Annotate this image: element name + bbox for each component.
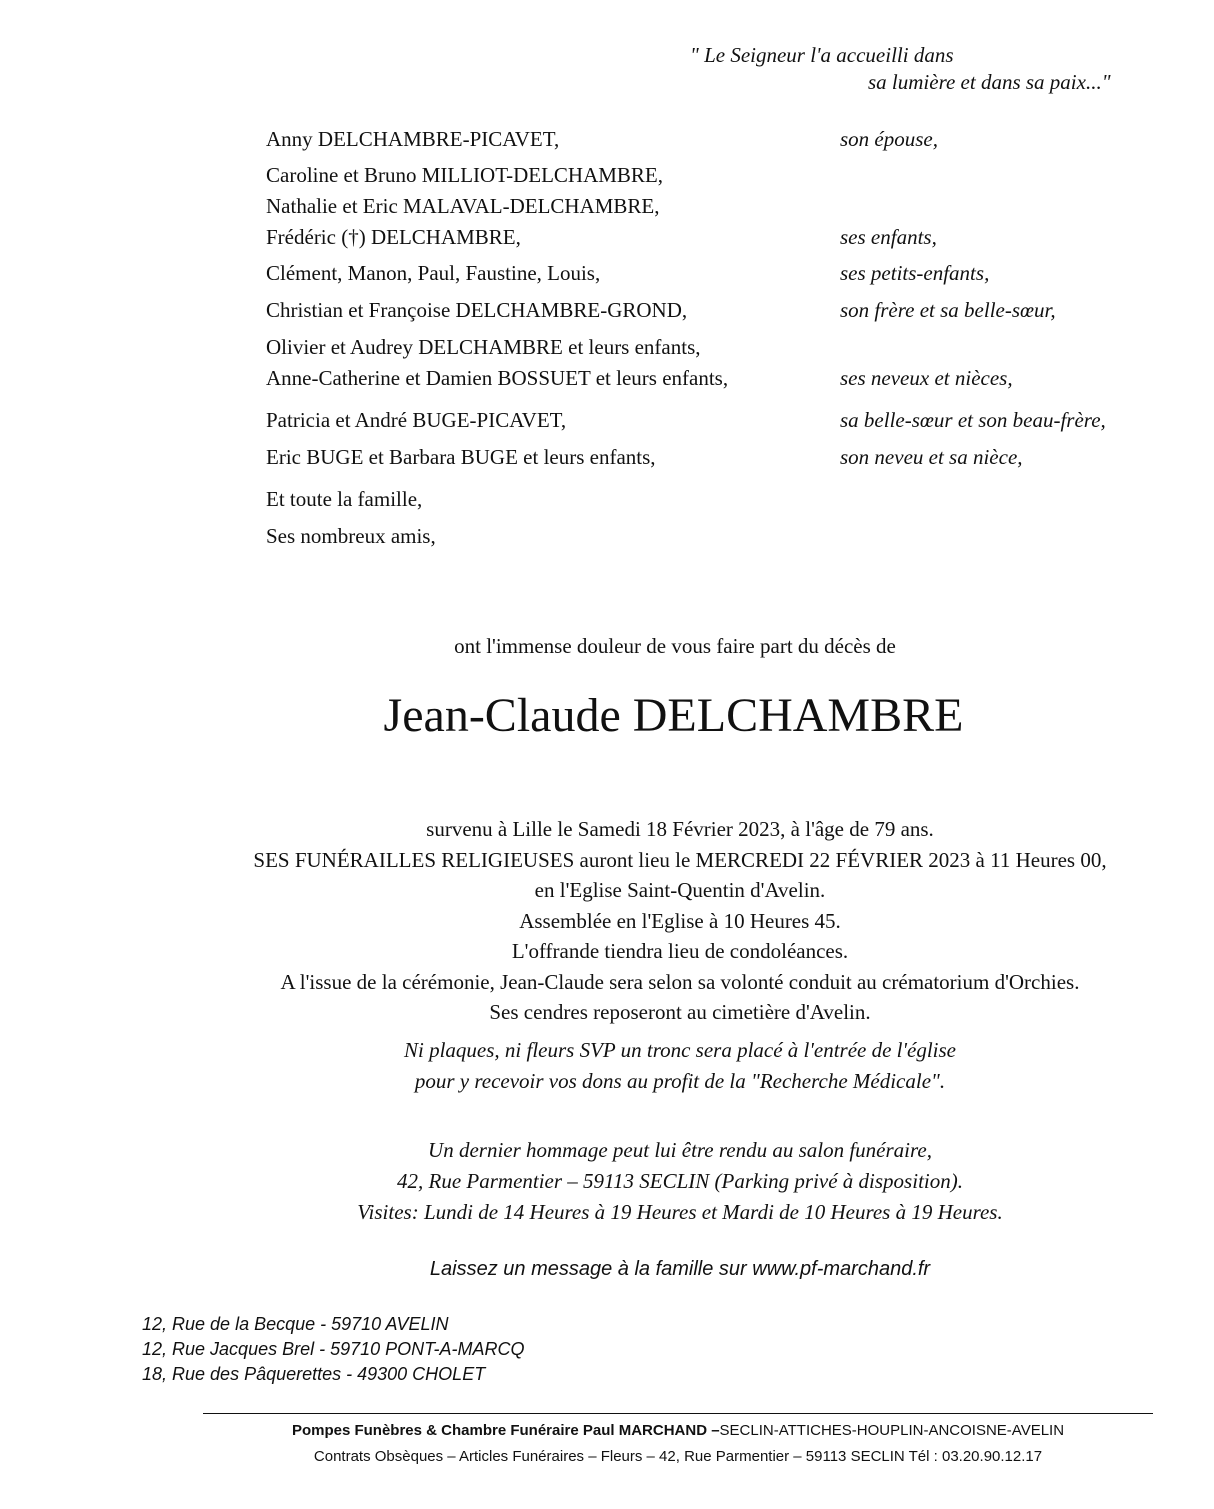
family-name: Anne-Catherine et Damien BOSSUET et leurs enfants,: [266, 366, 729, 390]
family-name: Nathalie et Eric MALAVAL-DELCHAMBRE,: [266, 194, 660, 218]
family-relation: ses enfants,: [840, 225, 937, 249]
family-relation: son frère et sa belle-sœur,: [840, 298, 1056, 322]
address-line: 18, Rue des Pâquerettes - 49300 CHOLET: [142, 1364, 486, 1384]
detail-line: L'offrande tiendra lieu de condoléances.: [511, 939, 849, 963]
family-name: Frédéric (†) DELCHAMBRE,: [266, 225, 521, 249]
announcement: ont l'immense douleur de vous faire part du décès de: [454, 634, 896, 658]
family-name: Caroline et Bruno MILLIOT-DELCHAMBRE,: [266, 163, 664, 187]
footer-towns: SECLIN-ATTICHES-HOUPLIN-ANCOISNE-AVELIN: [719, 1422, 1065, 1439]
footer-company-line: [203, 1422, 1153, 1439]
footer-company: Pompes Funèbres & Chambre Funéraire Paul MARCHAND –: [291, 1422, 720, 1439]
tribute-line: 42, Rue Parmentier – 59113 SECLIN (Parking privé à disposition).: [397, 1169, 963, 1193]
deceased-name: Jean-Claude DELCHAMBRE: [383, 689, 964, 742]
family-name: Patricia et André BUGE-PICAVET,: [266, 408, 567, 432]
detail-line: survenu à Lille le Samedi 18 Février 2023, à l'âge de 79 ans.: [426, 817, 934, 841]
quote-line-1: " Le Seigneur l'a accueilli dans: [690, 43, 954, 67]
detail-line: Assemblée en l'Eglise à 10 Heures 45.: [519, 909, 841, 933]
family-relation: son épouse,: [840, 127, 938, 151]
family-relation: son neveu et sa nièce,: [840, 445, 1023, 469]
donation-line: pour y recevoir vos dons au profit de la "Recherche Médicale".: [414, 1069, 946, 1093]
family-name: Ses nombreux amis,: [266, 524, 436, 548]
tribute-line: Un dernier hommage peut lui être rendu au salon funéraire,: [428, 1138, 932, 1162]
tribute-line: Visites: Lundi de 14 Heures à 19 Heures et Mardi de 10 Heures à 19 Heures.: [357, 1200, 1003, 1224]
family-name: Clément, Manon, Paul, Faustine, Louis,: [266, 261, 601, 285]
quote-line-2: sa lumière et dans sa paix...": [868, 70, 1111, 94]
family-relation: ses petits-enfants,: [840, 261, 990, 285]
detail-line: A l'issue de la cérémonie, Jean-Claude sera selon sa volonté conduit au crématorium d'Orchies.: [280, 970, 1080, 994]
family-relation: ses neveux et nièces,: [840, 366, 1013, 390]
footer-services: Contrats Obsèques – Articles Funéraires – Fleurs – 42, Rue Parmentier – 59113 SECLIN Tél : 03.20.90.12.17: [313, 1448, 1043, 1465]
family-name: Anny DELCHAMBRE-PICAVET,: [266, 127, 560, 151]
address-line: 12, Rue de la Becque - 59710 AVELIN: [142, 1314, 449, 1334]
family-relation: sa belle-sœur et son beau-frère,: [840, 408, 1106, 432]
family-name: Olivier et Audrey DELCHAMBRE et leurs enfants,: [266, 335, 701, 359]
family-name: Et toute la famille,: [266, 487, 423, 511]
detail-line: en l'Eglise Saint-Quentin d'Avelin.: [534, 878, 826, 902]
family-name: Christian et Françoise DELCHAMBRE-GROND,: [266, 298, 688, 322]
address-line: 12, Rue Jacques Brel - 59710 PONT-A-MARCQ: [142, 1339, 525, 1359]
detail-line: SES FUNÉRAILLES RELIGIEUSES auront lieu le MERCREDI 22 FÉVRIER 2023 à 11 Heures 00,: [253, 848, 1107, 872]
message-line: Laissez un message à la famille sur www.pf-marchand.fr: [429, 1258, 931, 1280]
donation-line: Ni plaques, ni fleurs SVP un tronc sera placé à l'entrée de l'église: [404, 1038, 956, 1062]
footer-divider: [203, 1413, 1153, 1414]
detail-line: Ses cendres reposeront au cimetière d'Avelin.: [489, 1000, 871, 1024]
family-name: Eric BUGE et Barbara BUGE et leurs enfants,: [266, 445, 656, 469]
